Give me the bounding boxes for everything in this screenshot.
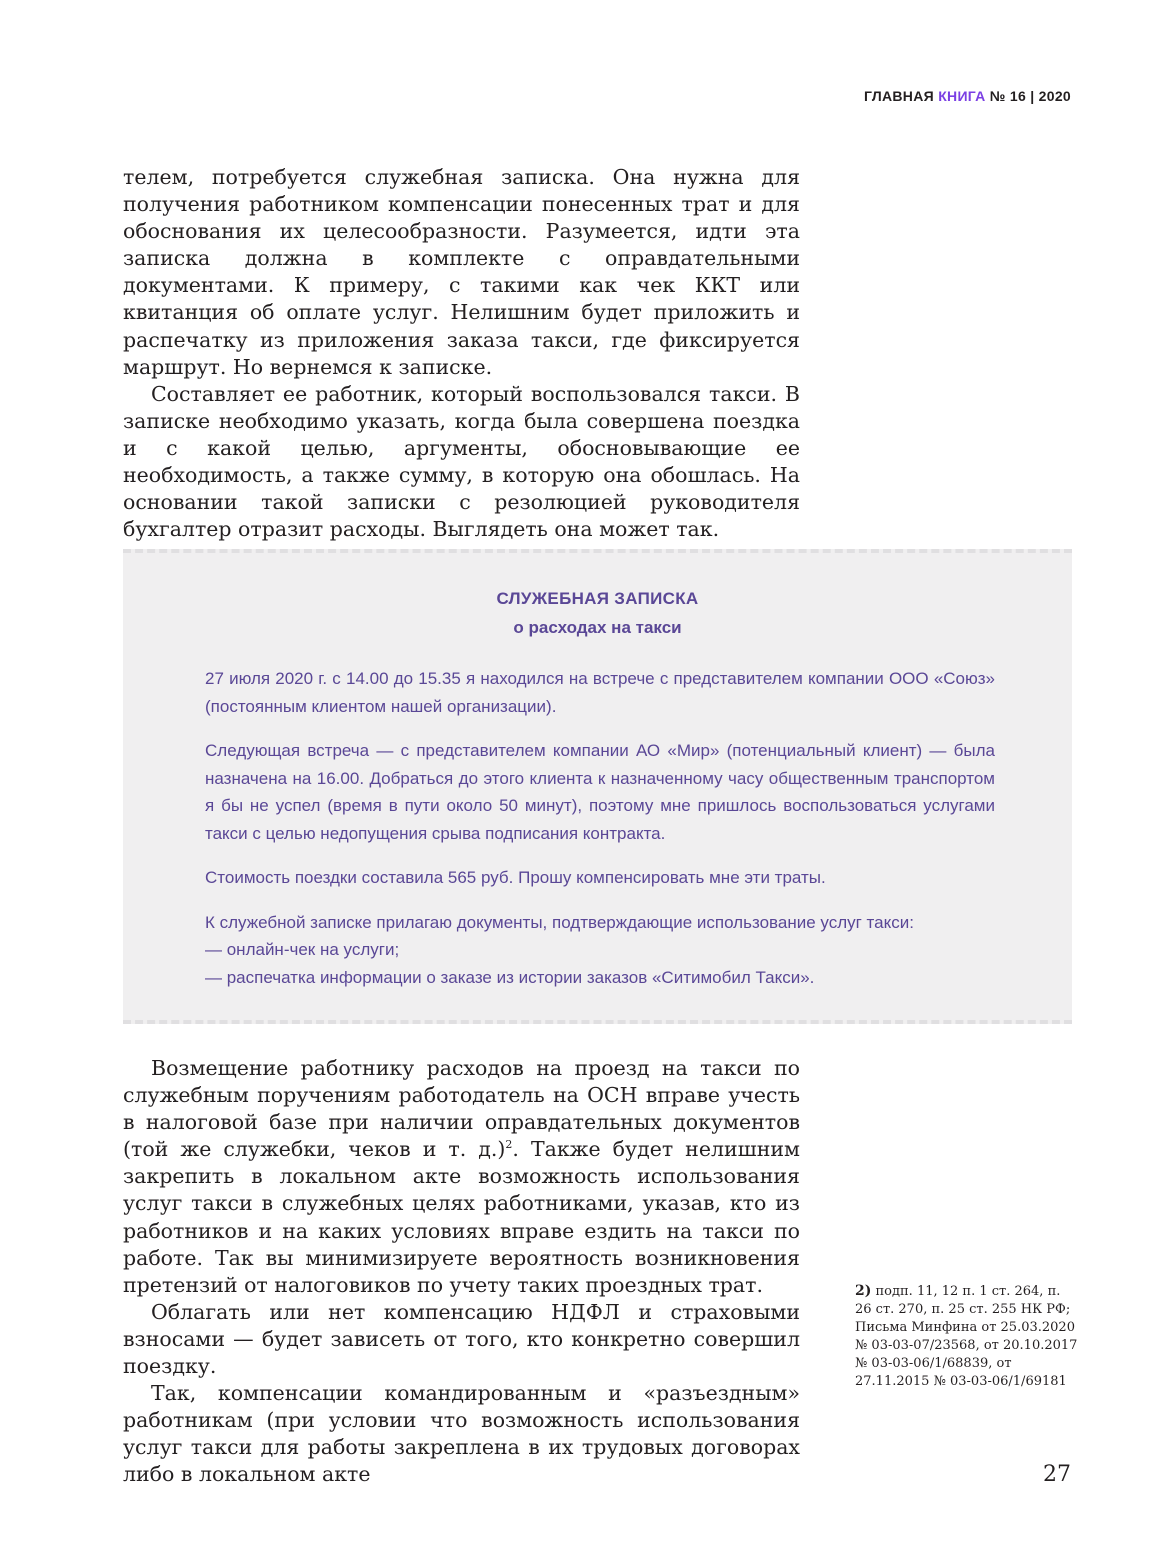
brand-name-part1: ГЛАВНАЯ	[863, 88, 934, 104]
paragraph: Облагать или нет компенсацию НДФЛ и страховыми взносами — будет зависеть от того, кто конкретно совершил поездку.	[123, 1299, 800, 1379]
brand-name-part2: КНИГА	[938, 88, 986, 104]
footnote	[855, 1282, 1080, 1391]
memo-example-box	[123, 549, 1072, 1024]
memo-paragraph: Следующая встреча — с представителем компании АО «Мир» (потенциальный клиент) — была назначена на 16.00. Добраться до этого клиента к назначенному часу общественным транспортом я бы не успел (время в пути около 50 минут), поэтому мне пришлось воспользоваться услугами такси с целью недопущения срыва подписания контракта.	[205, 741, 995, 843]
memo-body	[205, 665, 995, 991]
body-text-top	[123, 164, 800, 543]
paragraph-text: Возмещение работнику расходов на проезд на такси по служебным поручениям работодатель на ОСН вправе учесть в налоговой базе при наличии оправдательных документов (той же служебки, чеков и т. д.)	[123, 1056, 800, 1162]
body-text-bottom	[123, 1055, 800, 1489]
paragraph	[123, 1055, 800, 1299]
memo-title: СЛУЖЕБНАЯ ЗАПИСКА	[496, 589, 699, 608]
memo-paragraph: Стоимость поездки составила 565 руб. Прошу компенсировать мне эти траты.	[205, 868, 826, 887]
memo-attachment-item: — распечатка информации о заказе из истории заказов «Ситимобил Такси».	[205, 967, 815, 987]
running-header	[864, 88, 1071, 104]
footnote-text: подп. 11, 12 п. 1 ст. 264, п. 26 ст. 270, п. 25 ст. 255 НК РФ; Письма Минфина от 25.03.2020 № 03-03-07/23568, от 20.10.2017 № 03-03-06/1/68839, от 27.11.2015 № 03-03-06/1/69181	[855, 1284, 1078, 1389]
paragraph: Составляет ее работник, который воспользовался такси. В записке необходимо указать, когда была совершена поездка и с какой целью, аргументы, обосновывающие ее необходимость, а также сумму, в которую она обошлась. На основании такой записки с резолюцией руководителя бухгалтер отразит расходы. Выглядеть она может так.	[123, 381, 800, 542]
memo-attachment-item: — онлайн-чек на услуги;	[205, 940, 400, 959]
paragraph-text: . Также будет нелишним закрепить в локальном акте возможность использования услуг такси в служебных целях работниками, указав, кто из работников и на каких условиях вправе ездить на такси по работе. Так вы минимизируете вероятность возникновения претензий от налоговиков по учету таких проездных трат.	[123, 1137, 800, 1297]
footnote-reference: 2	[505, 1138, 513, 1152]
footnote-mark: 2)	[855, 1283, 872, 1299]
page-number: 27	[1043, 1462, 1071, 1487]
paragraph: телем, потребуется служебная записка. Она нужна для получения работником компенсации понесенных трат и для обоснования их целесообразности. Разумеется, идти эта записка должна в комплекте с оправдательными документами. К примеру, с такими как чек ККТ или квитанция об оплате услуг. Нелишним будет приложить и распечатку из приложения заказа такси, где фиксируется маршрут. Но вернемся к записке.	[123, 165, 800, 379]
memo-attachments-intro: К служебной записке прилагаю документы, подтверждающие использование услуг такси:	[205, 912, 914, 932]
memo-attachments	[205, 909, 995, 992]
paragraph: Так, компенсации командированным и «разъездным» работникам (при условии что возможность использования услуг такси для работы закреплена в их трудовых договорах либо в локальном акте	[123, 1381, 800, 1487]
memo-paragraph: 27 июля 2020 г. с 14.00 до 15.35 я находился на встрече с представителем компании ООО «Союз» (постоянным клиентом нашей организации).	[205, 669, 995, 716]
issue-number: № 16 | 2020	[989, 88, 1071, 104]
memo-subtitle: о расходах на такси	[513, 618, 682, 637]
